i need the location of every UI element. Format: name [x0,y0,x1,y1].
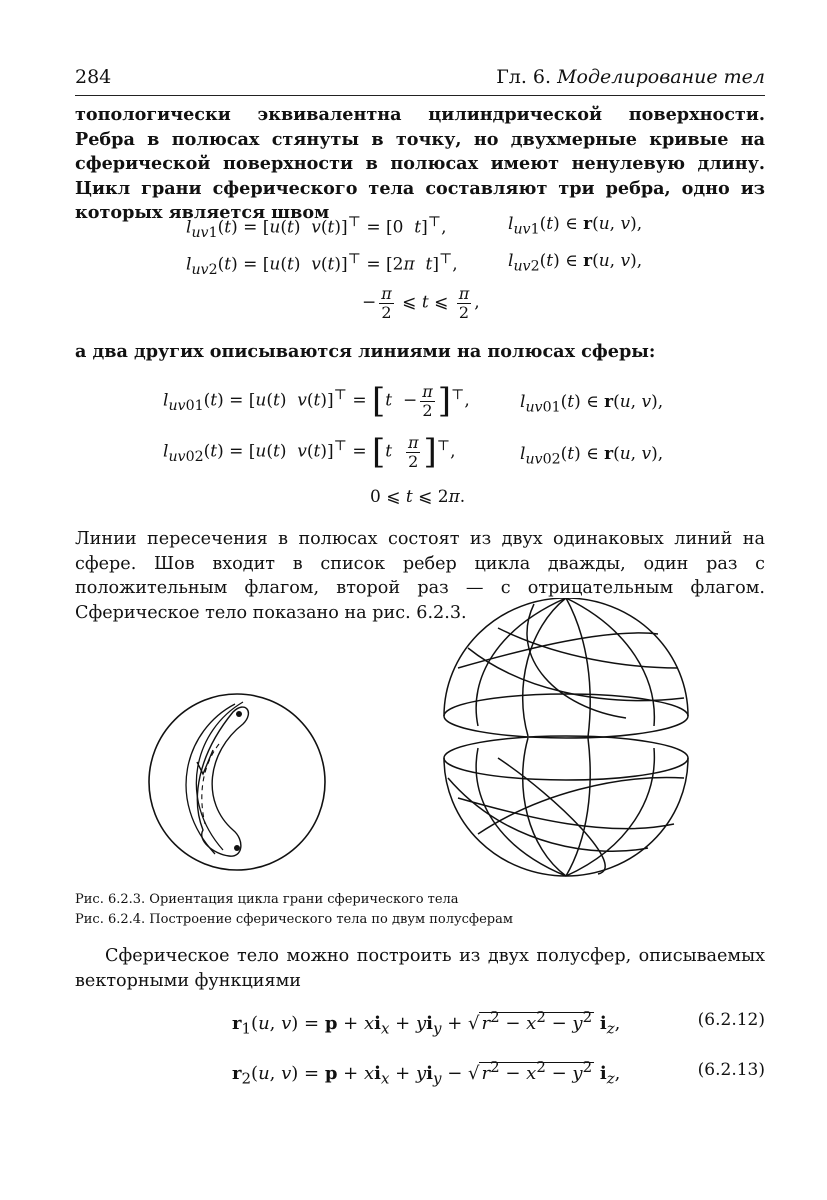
sphere-outline [149,694,325,870]
equation-r2: $r_2(u$, $v) = p + xi_x + yi_y$ − √ $r^2 - x^2 - y^2$ $i_z$, [232,1058,621,1088]
equation-luv2: $l_{uv2}(t) = [u(t) v(t)]^⊤ = [2\pi$ t]⊤, [186,251,458,279]
chapter-prefix: Гл. 6. [496,66,552,88]
equation-luv01-domain: $l_{uv01}(t)$ ∈ r(u, v), [520,392,664,416]
paragraph-3: Линии пересечения в полюсах состоят из двух одинаковых линий на сфере. Шов входит в список ребер цикла дважды, один раз с положительным флагом, второй раз — с отрицательным флагом. Сферическое тело показано на рис. 6.2.3. [75,529,765,623]
lower-meridian [566,738,590,876]
lower-meridian [476,748,566,876]
pole-point-bottom [234,845,240,851]
paragraph-2: а два других описываются линиями на полюсах сферы: [75,341,656,362]
pole-point-top [236,711,242,717]
paragraph-1: топологически эквивалентна цилиндрической поверхности. Ребра в полюсах стянуты в точку, но двухмерные кривые на сферической поверхности в полюсах имеют ненулевую длину. Цикл грани сферического тела составляют три ребра, одно из которых является швом [75,104,765,223]
figure-face-cycle [145,690,330,875]
equation-number-6-2-13: (6.2.13) [697,1060,765,1080]
header-rule [75,95,765,96]
lower-hemisphere [444,736,688,876]
paragraph-4: Сферическое тело можно построить из двух полусфер, описываемых векторными функциями [75,946,765,991]
lower-hemisphere-outline [444,758,688,876]
upper-meridian [566,598,590,737]
lower-hemisphere-rim [444,736,688,780]
lower-parallel [498,758,605,874]
equation-t-range-1: − $\frac{\pi}{2}$ ⩽ t ⩽ $\frac{\pi}{2}$ , [362,284,480,322]
chapter-heading [496,66,765,88]
equation-number-6-2-12: (6.2.12) [697,1010,765,1030]
figure-caption-6-2-4: Рис. 6.2.4. Построение сферического тела по двум полусферам [75,912,513,927]
upper-hemisphere [444,598,688,738]
seam-curve-inner [196,702,243,850]
equation-luv2-domain: $l_{uv2}(t)$ ∈ r(u, v), [508,251,643,275]
equation-luv02: $l_{uv02}(t) = [u(t) v(t)]^⊤ = [t$ $\frac{\pi}{2}$ ]⊤, [163,432,456,473]
equation-luv01: $l_{uv01}(t) = [u(t) v(t)]^⊤ = [t$ − $\frac{\pi}{2}$ ]⊤, [163,381,470,422]
equation-luv1-domain: $l_{uv1}(t)$ ∈ r(u, v), [508,214,643,238]
equation-r1: $r_1(u$, $v) = p + xi_x + yi_y$ + √ $r^2 - x^2 - y^2$ $i_z$, [232,1008,621,1038]
equation-t-range-2: 0 ⩽ t ⩽ 2π. [370,487,466,507]
figure-two-hemispheres [438,598,694,880]
equation-luv02-domain: $l_{uv02}(t)$ ∈ r(u, v), [520,444,664,468]
lower-meridian [566,748,654,876]
equation-luv1: $l_{uv1}(t) = [u(t) v(t)]^⊤ = [0$ t]⊤, [186,214,447,242]
running-header [75,66,765,94]
figure-caption-6-2-3: Рис. 6.2.3. Ориентация цикла грани сферического тела [75,892,459,907]
seam-curve [186,704,235,854]
upper-meridian [476,598,566,726]
chapter-title: Моделирование тел [557,66,765,88]
page-number: 284 [75,66,112,88]
